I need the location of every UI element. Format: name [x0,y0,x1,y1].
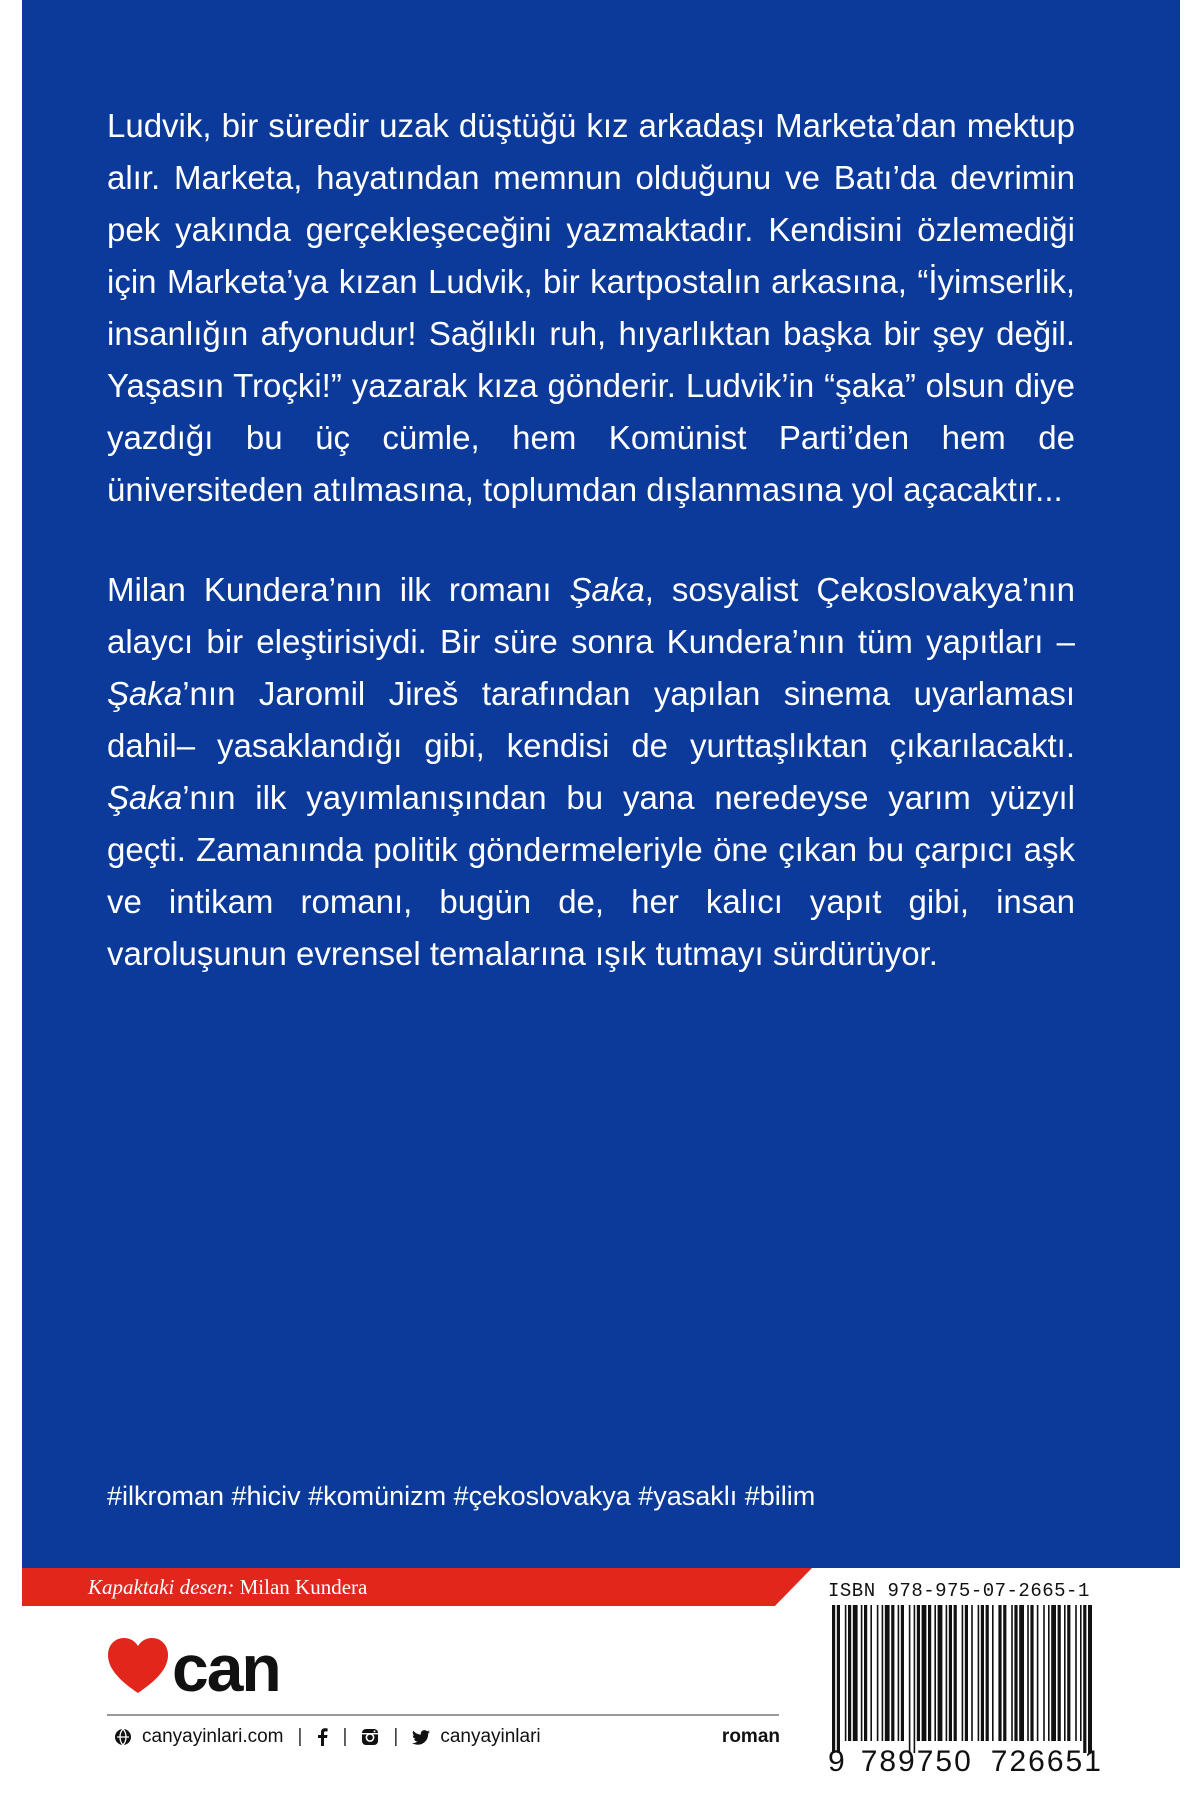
barcode-bar [882,1605,884,1741]
barcode-bar [1037,1605,1039,1741]
barcode-bar [877,1605,879,1741]
barcode-bar [837,1605,840,1753]
barcode-bar [1080,1605,1082,1741]
blurb-text: Milan Kundera’nın ilk romanı [107,571,570,608]
barcode-bar [954,1605,957,1741]
barcode-bar [845,1605,847,1741]
credit-name: Milan Kundera [239,1575,368,1599]
barcode-bar [1003,1605,1006,1741]
blurb-text: ’nın ilk yayımlanışından bu yana neredeyse yarım yüzyıl geçti. Zamanında politik göndermeleriyle öne çıkan bu çarpıcı aşk ve intikam romanı, bugün de, her kalıcı yapıt gibi, insan varoluşunun evrensel temalarına ışık tutmayı sürdürüyor. [107,779,1075,972]
twitter-icon[interactable] [412,1730,430,1745]
genre-label: roman [721,1726,780,1747]
heart-icon [108,1638,168,1693]
blurb-paragraph-1: Ludvik, bir süredir uzak düştüğü kız arkadaşı Marketa’dan mektup alır. Marketa, hayatından memnun olduğunu ve Batı’da devrimin pek yakında gerçekleşeceğini yazmaktadır. Kendisini özlemediği için Marketa’ya kızan Ludvik, bir kartpostalın arkasına, “İyimserlik, insanlığın afyonudur! Sağlıklı ruh, hıyarlıktan başka bir şey değil. Yaşasın Troçki!” yazarak kıza gönderir. Ludvik’in “şaka” olsun diye yazdığı bu üç cümle, hem Komünist Parti’den hem de üniversiteden atılmasına, toplumdan dışlanmasına yol açacaktır... [107,107,1075,508]
barcode-bar [962,1605,964,1741]
barcode-bar [978,1605,980,1741]
barcode-bar [864,1605,867,1741]
isbn-label: ISBN 978-975-07-2665-1 [828,1580,1090,1602]
blurb-paragraph-2 [107,564,1075,980]
barcode-bar [981,1605,984,1741]
barcode-bar [949,1605,952,1741]
barcode-digits-right: 726651 [990,1745,1103,1778]
barcode-bar [934,1605,936,1741]
barcode-bar [922,1605,927,1741]
barcode-bar [917,1605,920,1741]
barcode-bar [1027,1605,1029,1741]
barcode-bar [885,1605,890,1741]
barcode-bar [891,1605,894,1741]
globe-icon [114,1728,132,1746]
barcode-bar [1043,1605,1045,1741]
cover-art-credit [88,1572,367,1602]
barcode-digits [828,1745,1103,1779]
barcode-bar [848,1605,851,1741]
barcode-bar [1067,1605,1070,1741]
blurb-text: , sosyalist Çekoslovakya’nın alaycı bir eleştirisiydi. Bir süre sonra Kundera’nın tüm yapıtları – [107,571,1076,660]
can-logo [108,1637,308,1699]
instagram-icon[interactable] [361,1728,379,1746]
barcode-bar [1083,1605,1086,1753]
barcode-bar [1051,1605,1056,1741]
credit-label: Kapaktaki desen: [88,1575,235,1599]
website-link[interactable]: canyayinlari.com [142,1726,284,1747]
barcode-bar [901,1605,904,1741]
barcode-bar [986,1605,989,1741]
barcode [832,1605,1092,1753]
barcode-bar [992,1605,994,1741]
footer-links: canyayinlari.com | | | canyayinlari [114,1720,541,1754]
barcode-bar [928,1605,931,1741]
barcode-digit-first: 9 [828,1745,847,1778]
social-handle[interactable]: canyayinlari [440,1726,541,1747]
book-title: Şaka [107,779,183,816]
barcode-bar [909,1605,911,1753]
barcode-bar [853,1605,858,1741]
barcode-bar [1058,1605,1061,1741]
facebook-icon[interactable] [316,1728,328,1746]
book-title: Şaka [569,571,645,608]
barcode-bar [1019,1605,1024,1741]
barcode-bar [832,1605,835,1753]
footer-divider [107,1714,779,1716]
barcode-bar [971,1605,973,1741]
barcode-bar [1075,1605,1077,1741]
barcode-bar [914,1605,916,1753]
book-title: Şaka [107,675,183,712]
barcode-bar [861,1605,863,1741]
barcode-bar [938,1605,943,1741]
barcode-bar [965,1605,968,1741]
publisher-logo [108,1637,308,1699]
hashtags: #ilkroman #hiciv #komünizm #çekoslovakya #yasaklı #bilim [107,1481,816,1511]
blurb [107,100,1075,980]
barcode-bar [1064,1605,1066,1741]
barcode-bar [870,1605,872,1741]
barcode-bar [998,1605,1001,1741]
barcode-bar [898,1605,900,1741]
barcode-bar [1030,1605,1033,1741]
barcode-bar [1014,1605,1017,1741]
barcode-digits-left: 789750 [860,1745,973,1778]
blurb-text: ’nın Jaromil Jireš tarafından yapılan sinema uyarlaması dahil– yasaklandığı gibi, kendisi de yurttaşlıktan çıkarılacaktı. [107,675,1075,764]
barcode-bar [1048,1605,1050,1741]
barcode-bar [946,1605,948,1741]
barcode-bar [1011,1605,1013,1741]
logo-text: can [172,1637,280,1699]
barcode-bar [1088,1605,1092,1753]
